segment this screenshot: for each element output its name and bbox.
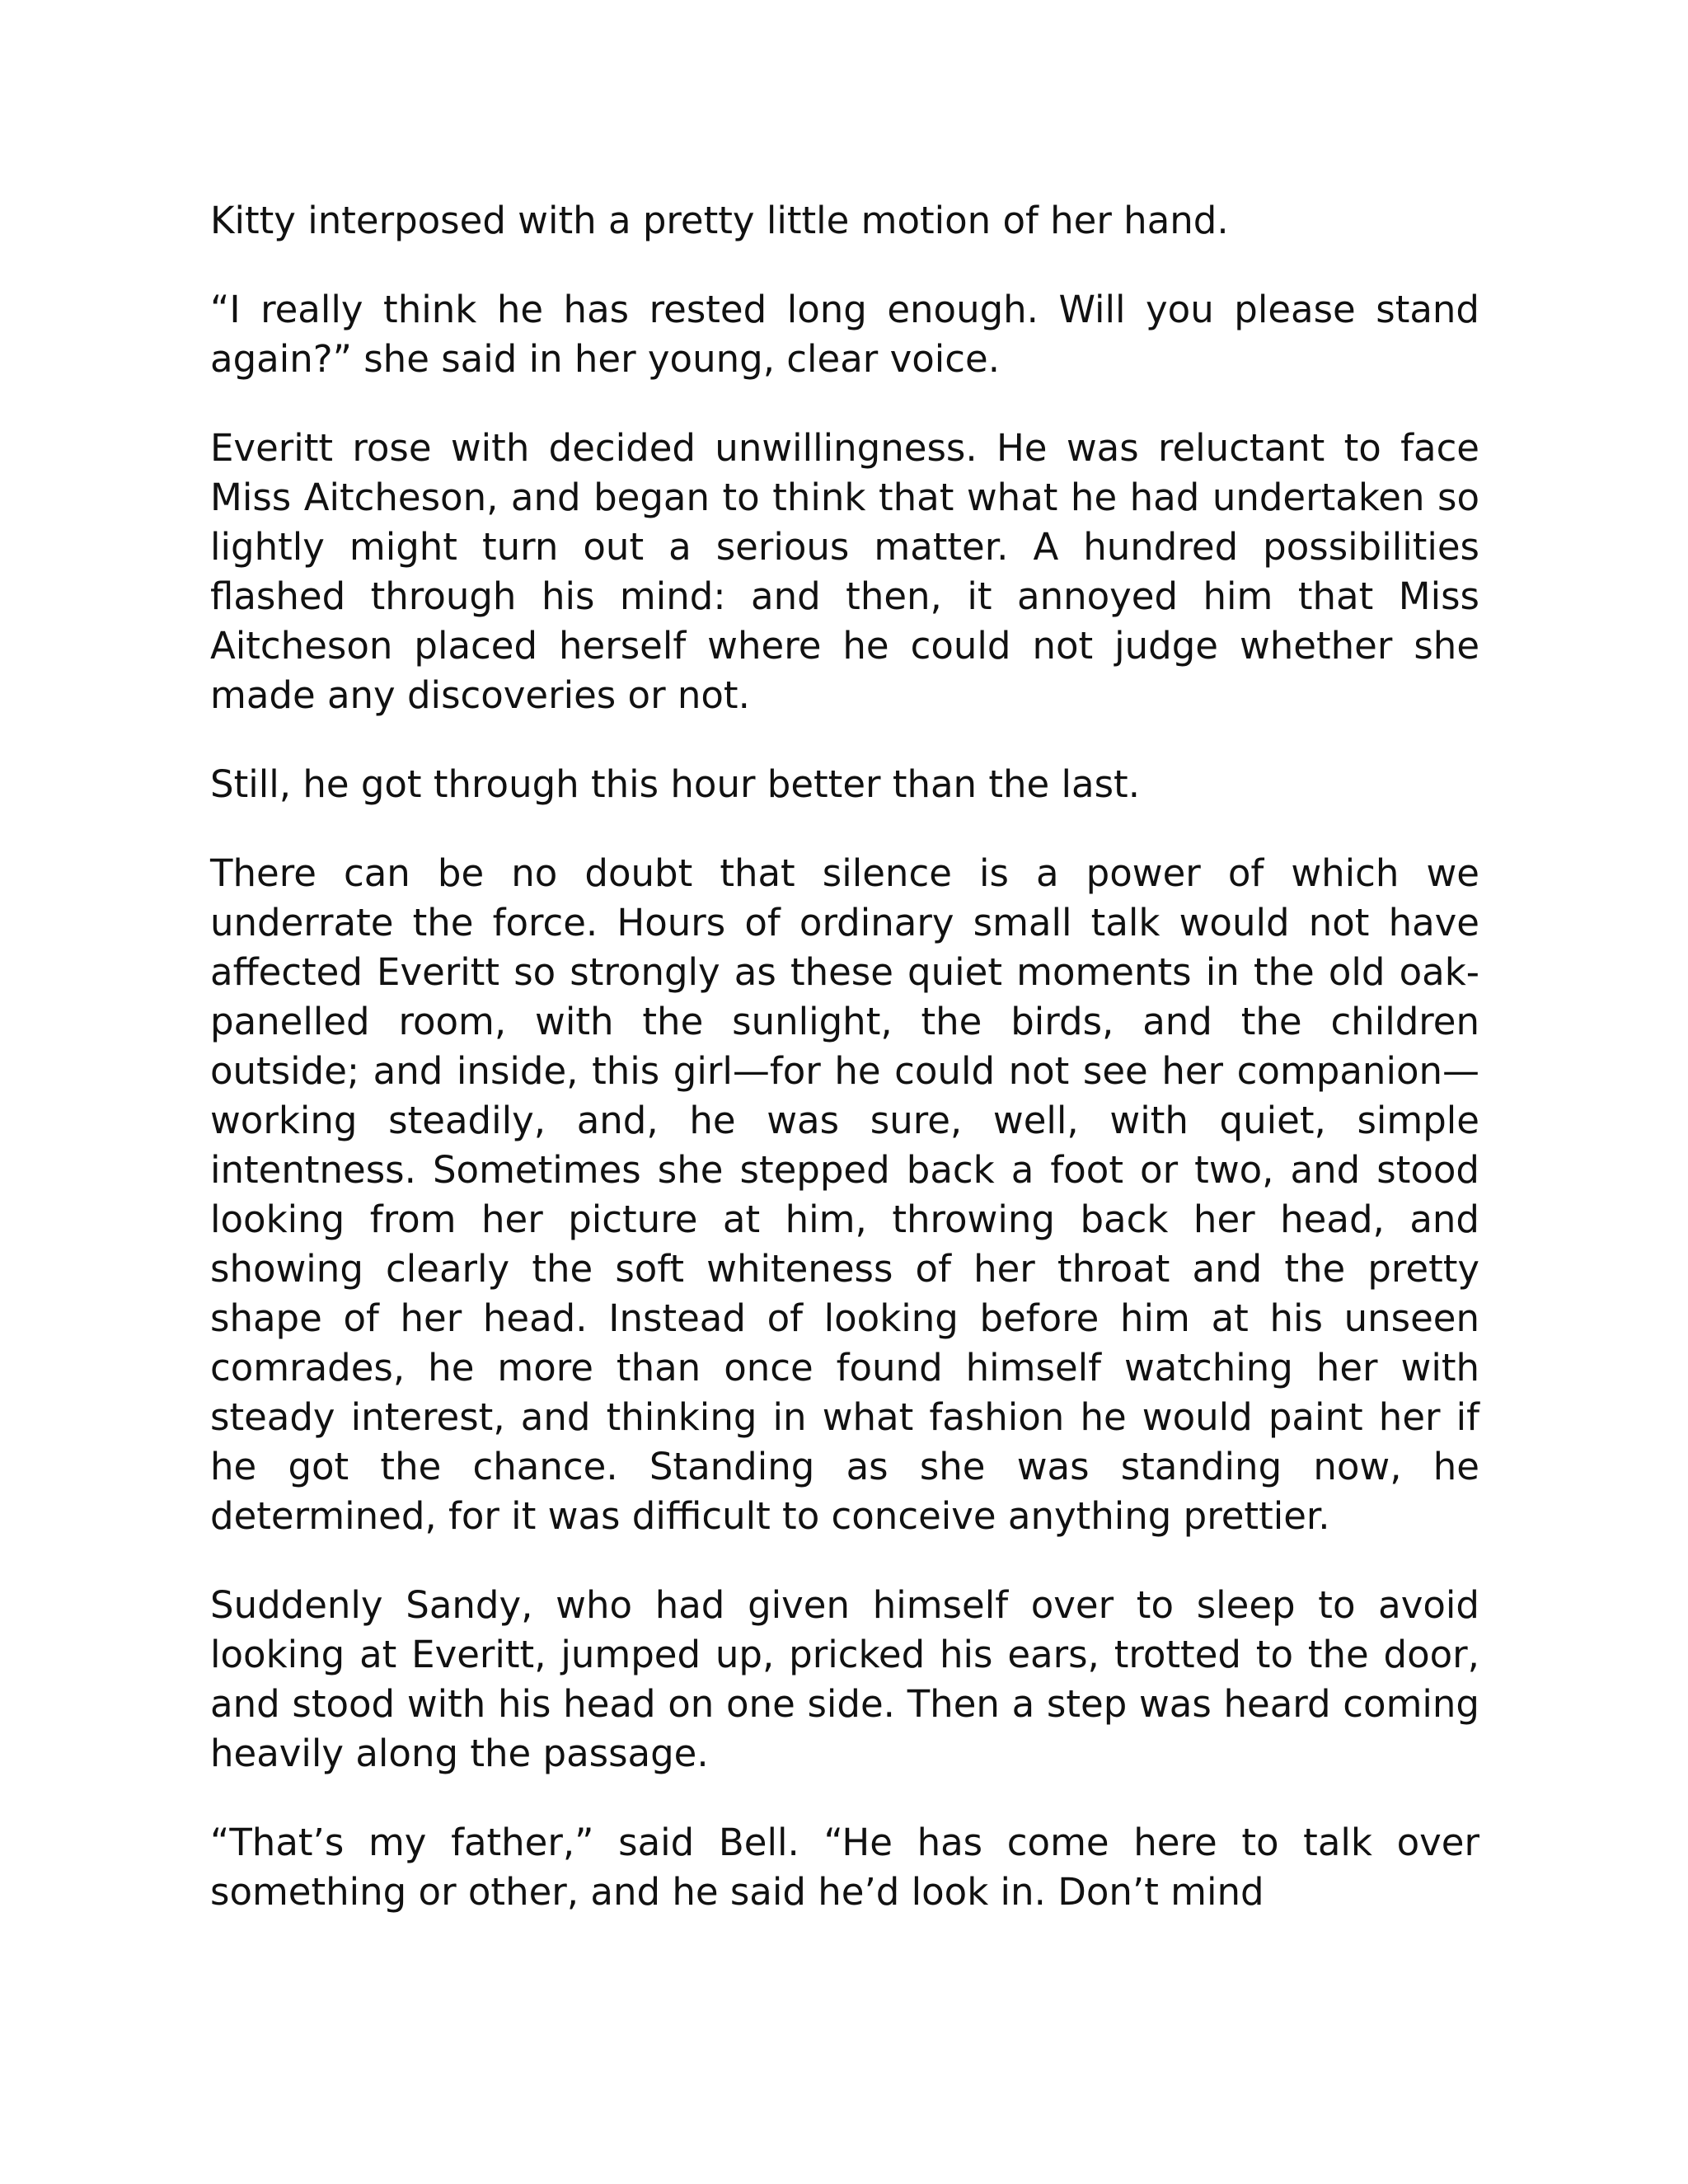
paragraph-5: There can be no doubt that silence is a power of which we underrate the force. Hours of ordinary small talk would not have affected Everitt so strongly as these quiet moments in the old oak-panelled room, with the sunlight, the birds, and the children outside; and inside, this girl—for he could not see her companion—working steadily, and, he was sure, well, with quiet, simple intentness. Sometimes she stepped back a foot or two, and stood looking from her picture at him, throwing back her head, and showing clearly the soft whiteness of her throat and the pretty shape of her head. Instead of looking before him at his unseen comrades, he more than once found himself watching her with steady interest, and thinking in what fashion he would paint her if he got the chance. Standing as she was standing now, he determined, for it was difficult to conceive anything prettier. [210, 851, 1479, 1538]
paragraph-3: Everitt rose with decided unwillingness. He was reluctant to face Miss Aitcheson, and began to think that what he had undertaken so lightly might turn out a serious matter. A hundred possibilities flashed through his mind: and then, it annoyed him that Miss Aitcheson placed herself where he could not judge whether she made any discoveries or not. [210, 426, 1479, 717]
paragraph-4: Still, he got through this hour better than the last. [210, 762, 1141, 806]
document-page [210, 196, 1479, 1917]
paragraph-7: “That’s my father,” said Bell. “He has come here to talk over something or other, and he said he’d look in. Don’t mind [210, 1821, 1479, 1914]
paragraph-6: Suddenly Sandy, who had given himself over to sleep to avoid looking at Everitt, jumped up, pricked his ears, trotted to the door, and stood with his head on one side. Then a step was heard coming heavily along the passage. [210, 1583, 1479, 1775]
paragraph-1: Kitty interposed with a pretty little motion of her hand. [210, 199, 1229, 242]
paragraph-2: “I really think he has rested long enough. Will you please stand again?” she said in her young, clear voice. [210, 288, 1479, 381]
